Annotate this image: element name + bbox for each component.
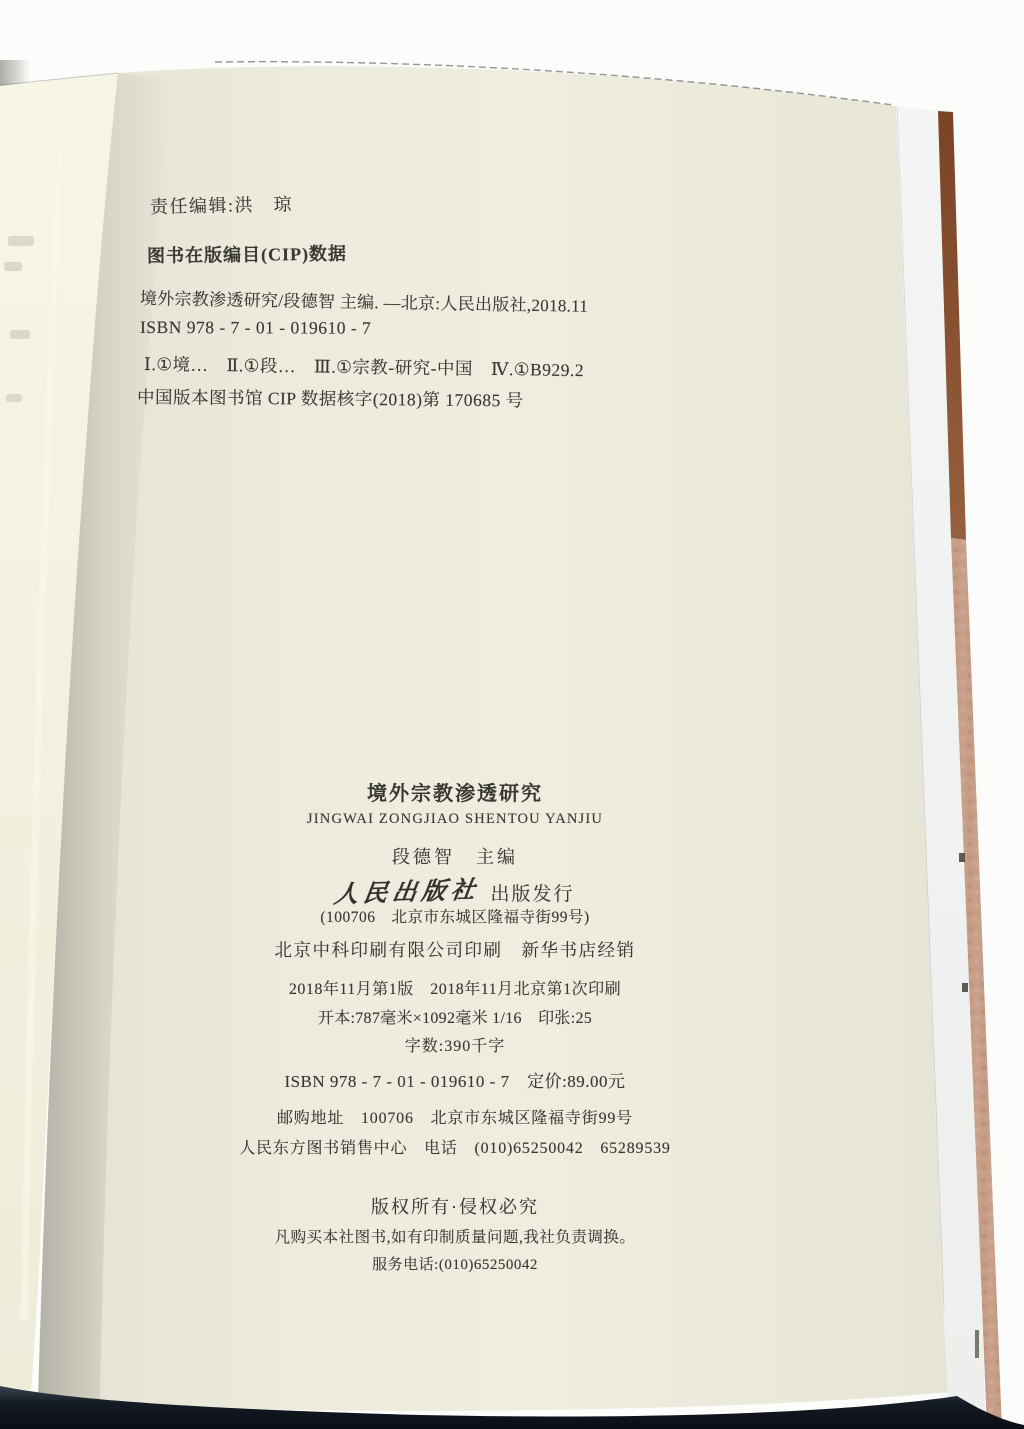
cip-record-number-line: 中国版本图书馆 CIP 数据核字(2018)第 170685 号	[136, 387, 524, 411]
book-title-cn: 境外宗教渗透研究	[367, 783, 543, 805]
edition-line: 2018年11月第1版 2018年11月北京第1次印刷	[288, 981, 622, 998]
word-count-line: 字数:390千字	[404, 1038, 506, 1055]
sales-center-line: 人民东方图书销售中心 电话 (010)65250042 65289539	[239, 1140, 671, 1157]
cip-entry-line: 境外宗教渗透研究/段德智 主编. —北京:人民出版社,2018.11	[139, 289, 589, 316]
format-line: 开本:787毫米×1092毫米 1/16 印张:25	[317, 1010, 593, 1027]
cip-classification-line: Ⅰ.①境… Ⅱ.①段… Ⅲ.①宗教-研究-中国 Ⅳ.①B929.2	[143, 354, 585, 381]
publisher-line	[130, 872, 780, 907]
publisher-action-label: 出版发行	[490, 884, 575, 905]
isbn-price-line: ISBN 978 - 7 - 01 - 019610 - 7 定价:89.00元	[284, 1072, 626, 1091]
printing-distribution-line: 北京中科印刷有限公司印刷 新华书店经销	[274, 940, 636, 960]
colophon-block	[130, 0, 780, 1429]
publisher-calligraphy-logo: 人民出版社	[332, 877, 483, 909]
responsible-editor-line: 责任编辑:洪 琼	[149, 194, 294, 217]
cip-isbn-line: ISBN 978 - 7 - 01 - 019610 - 7	[139, 317, 372, 338]
service-phone-line: 服务电话:(010)65250042	[372, 1257, 538, 1273]
cip-heading: 图书在版编目(CIP)数据	[146, 243, 348, 266]
mail-order-line: 邮购地址 100706 北京市东城区隆福寺街99号	[276, 1110, 633, 1127]
exchange-notice: 凡购买本社图书,如有印制质量问题,我社负责调换。	[274, 1229, 636, 1246]
rights-notice: 版权所有·侵权必究	[371, 1197, 539, 1217]
publisher-address-line: (100706 北京市东城区隆福寺街99号)	[320, 909, 590, 926]
chief-editor-line: 段德智 主编	[392, 847, 518, 867]
book-title-pinyin: JINGWAI ZONGJIAO SHENTOU YANJIU	[306, 811, 604, 827]
